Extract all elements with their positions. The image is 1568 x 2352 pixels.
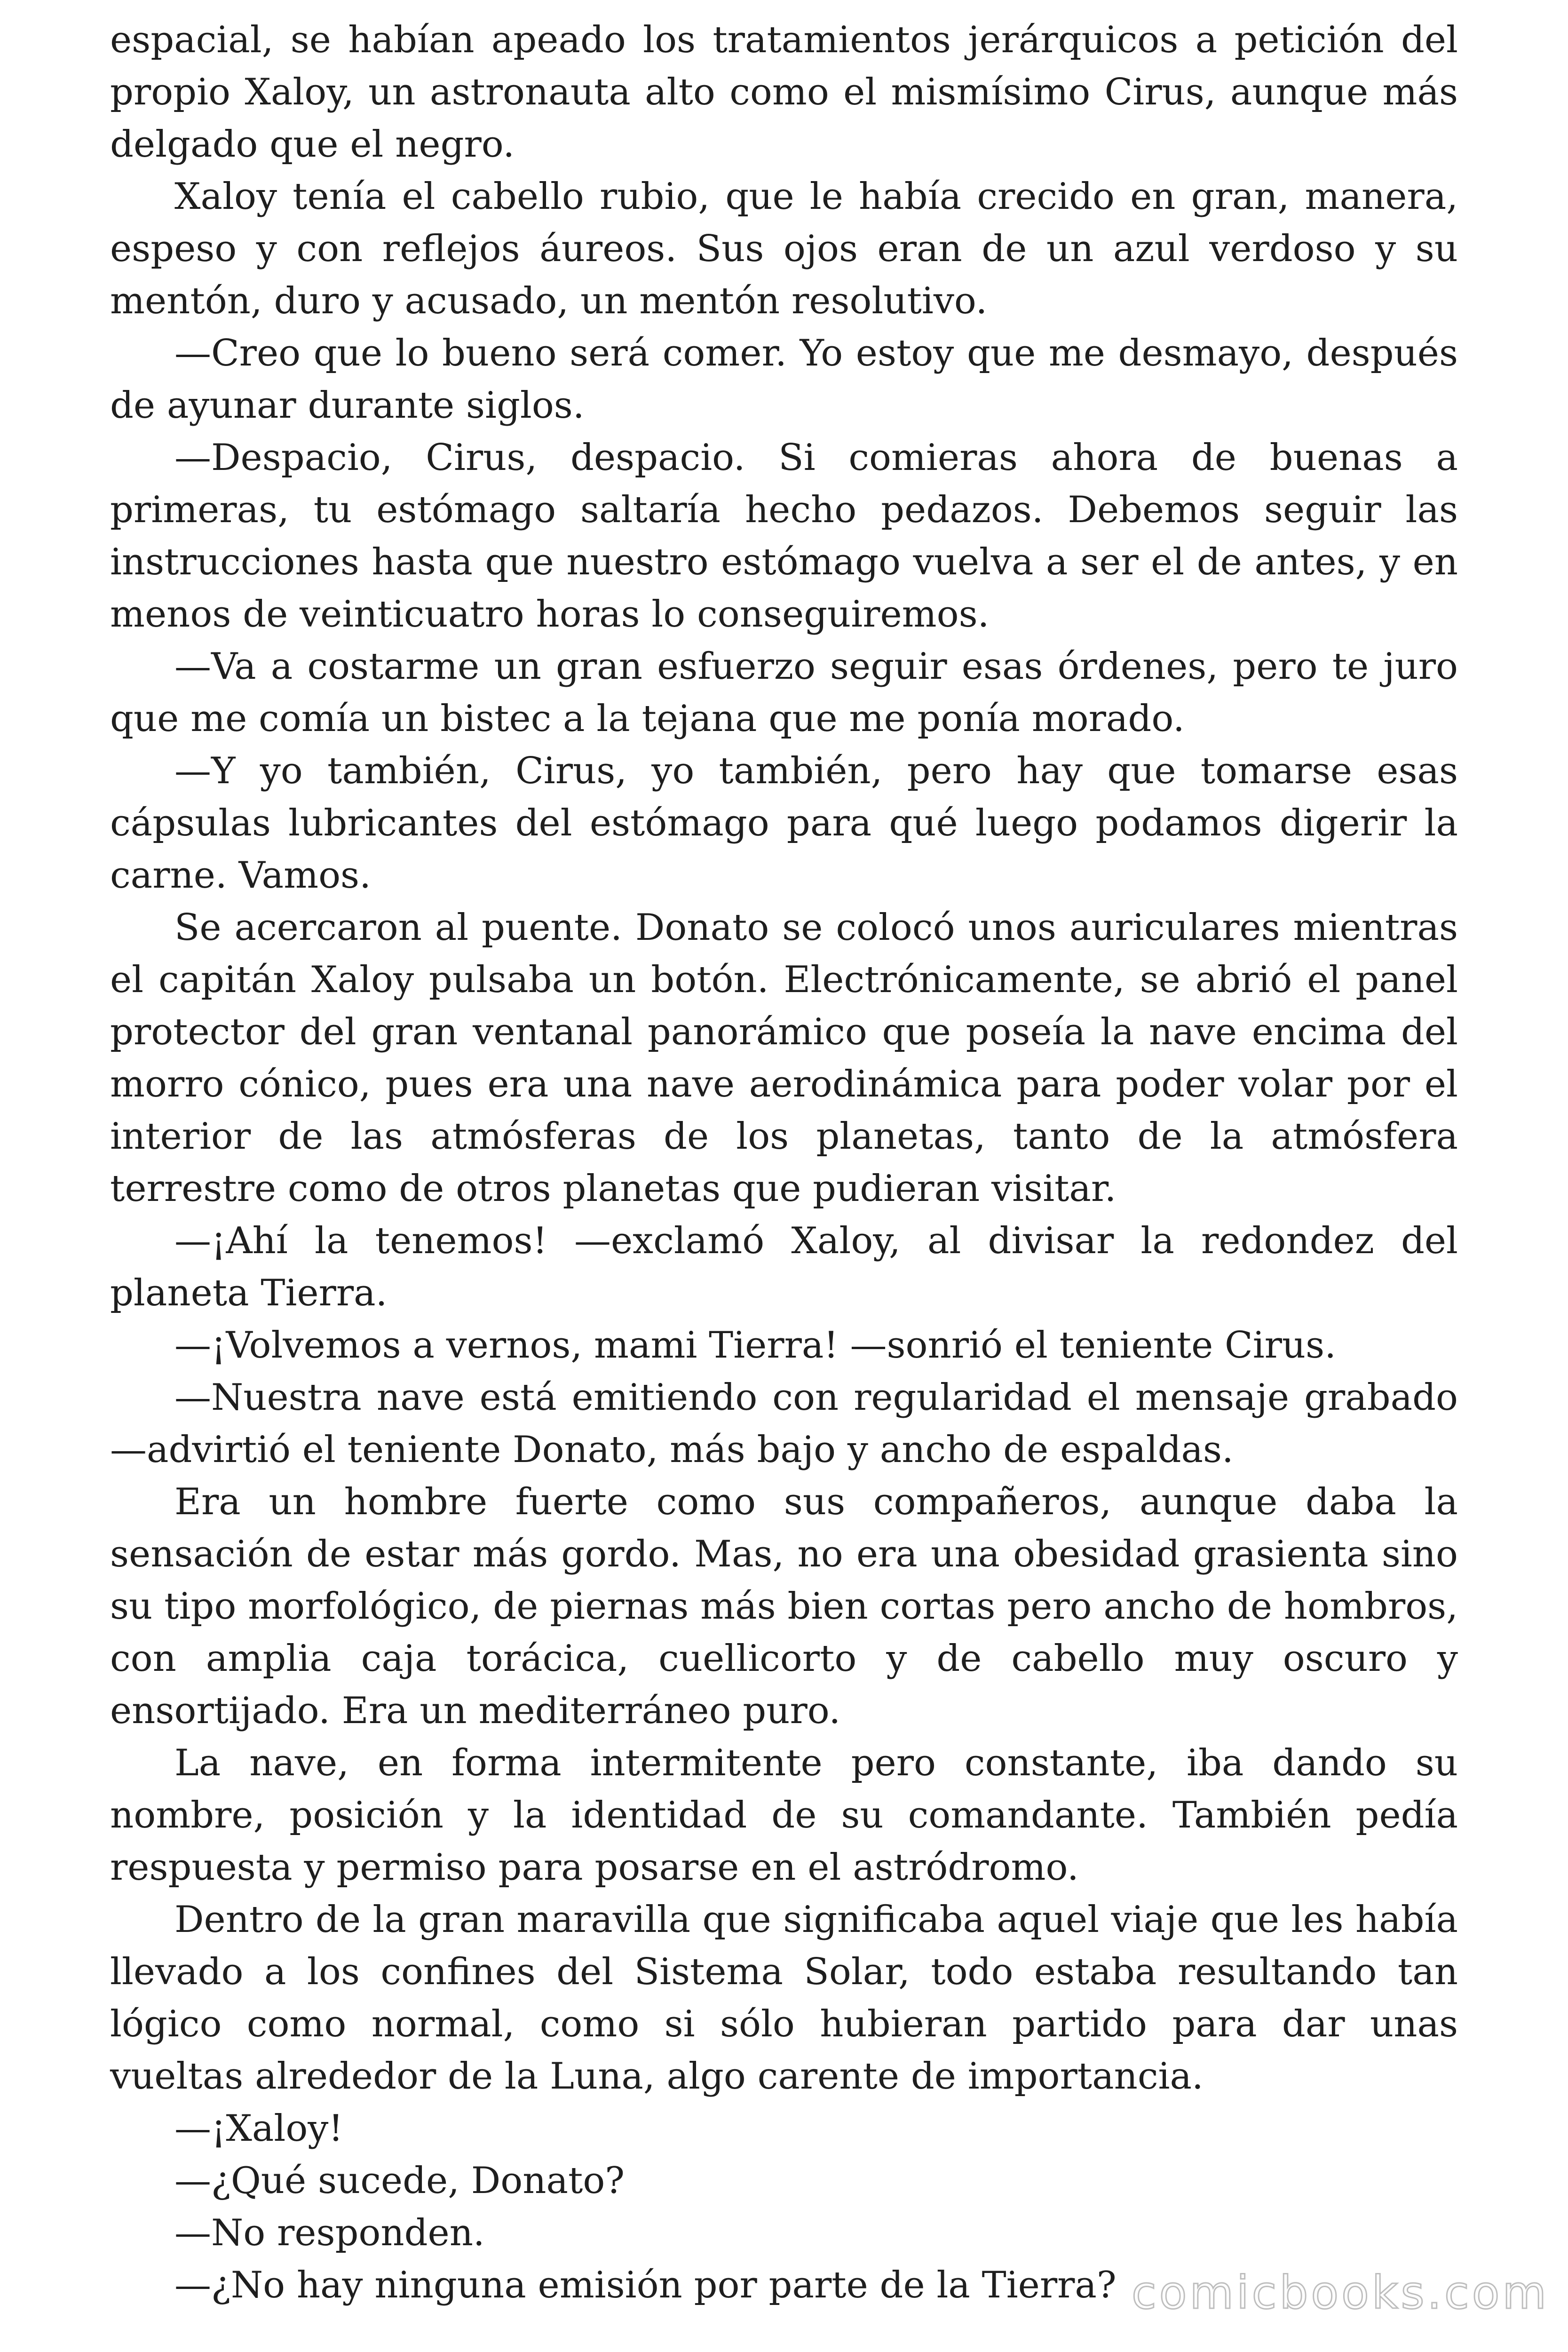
paragraph-12: La nave, en forma intermitente pero constante, iba dando su nombre, posición y la identidad de su comandante. También pedía respuesta y permiso para posarse en el astródromo. bbox=[110, 1742, 1458, 1889]
paragraph-2: Xaloy tenía el cabello rubio, que le había crecido en gran, manera, espeso y con reflejos áureos. Sus ojos eran de un azul verdoso y su mentón, duro y acusado, un mentón resolutivo. bbox=[110, 175, 1458, 322]
paragraph-13: Dentro de la gran maravilla que significaba aquel viaje que les había llevado a los confines del Sistema Solar, todo estaba resultando tan lógico como normal, como si sólo hubieran partido para dar unas vueltas alrededor de la Luna, algo carente de importancia. bbox=[110, 1899, 1458, 2098]
paragraph-6: —Y yo también, Cirus, yo también, pero hay que tomarse esas cápsulas lubricantes del estómago para qué luego podamos digerir la carne. Vamos. bbox=[110, 750, 1458, 897]
paragraph-16: —No responden. bbox=[174, 2212, 485, 2254]
paragraph-9: —¡Volvemos a vernos, mami Tierra! —sonrió el teniente Cirus. bbox=[174, 1324, 1336, 1367]
paragraph-14: —¡Xaloy! bbox=[174, 2107, 343, 2150]
paragraph-11: Era un hombre fuerte como sus compañeros, aunque daba la sensación de estar más gordo. Mas, no era una obesidad grasienta sino su tipo morfológico, de piernas más bien cortas pero ancho de hombros, con amplia caja torácica, cuellicorto y de cabello muy oscuro y ensortijado. Era un mediterráneo puro. bbox=[110, 1481, 1458, 1732]
paragraph-3: —Creo que lo bueno será comer. Yo estoy que me desmayo, después de ayunar durante siglos. bbox=[110, 332, 1458, 427]
paragraph-7: Se acercaron al puente. Donato se colocó unos auriculares mientras el capitán Xaloy pulsaba un botón. Electrónicamente, se abrió el panel protector del gran ventanal panorámico que poseía la nave encima del morro cónico, pues era una nave aerodinámica para poder volar por el interior de las atmósferas de los planetas, tanto de la atmósfera terrestre como de otros planetas que pudieran visitar. bbox=[110, 906, 1458, 1210]
paragraph-17: —¿No hay ninguna emisión por parte de la Tierra? bbox=[174, 2264, 1117, 2306]
paragraph-4: —Despacio, Cirus, despacio. Si comieras ahora de buenas a primeras, tu estómago saltaría hecho pedazos. Debemos seguir las instrucciones hasta que nuestro estómago vuelva a ser el de antes, y en menos de veinticuatro horas lo conseguiremos. bbox=[110, 437, 1458, 636]
book-page bbox=[110, 14, 1458, 2312]
paragraph-8: —¡Ahí la tenemos! —exclamó Xaloy, al divisar la redondez del planeta Tierra. bbox=[110, 1220, 1458, 1314]
paragraph-5: —Va a costarme un gran esfuerzo seguir esas órdenes, pero te juro que me comía un bistec a la tejana que me ponía morado. bbox=[110, 645, 1458, 740]
paragraph-10: —Nuestra nave está emitiendo con regularidad el mensaje grabado —advirtió el teniente Donato, más bajo y ancho de espaldas. bbox=[110, 1376, 1458, 1471]
watermark: comicbooks.com bbox=[1131, 2266, 1549, 2319]
paragraph-15: —¿Qué sucede, Donato? bbox=[174, 2160, 625, 2202]
paragraph-1: espacial, se habían apeado los tratamientos jerárquicos a petición del propio Xaloy, un astronauta alto como el mismísimo Cirus, aunque más delgado que el negro. bbox=[110, 19, 1458, 166]
